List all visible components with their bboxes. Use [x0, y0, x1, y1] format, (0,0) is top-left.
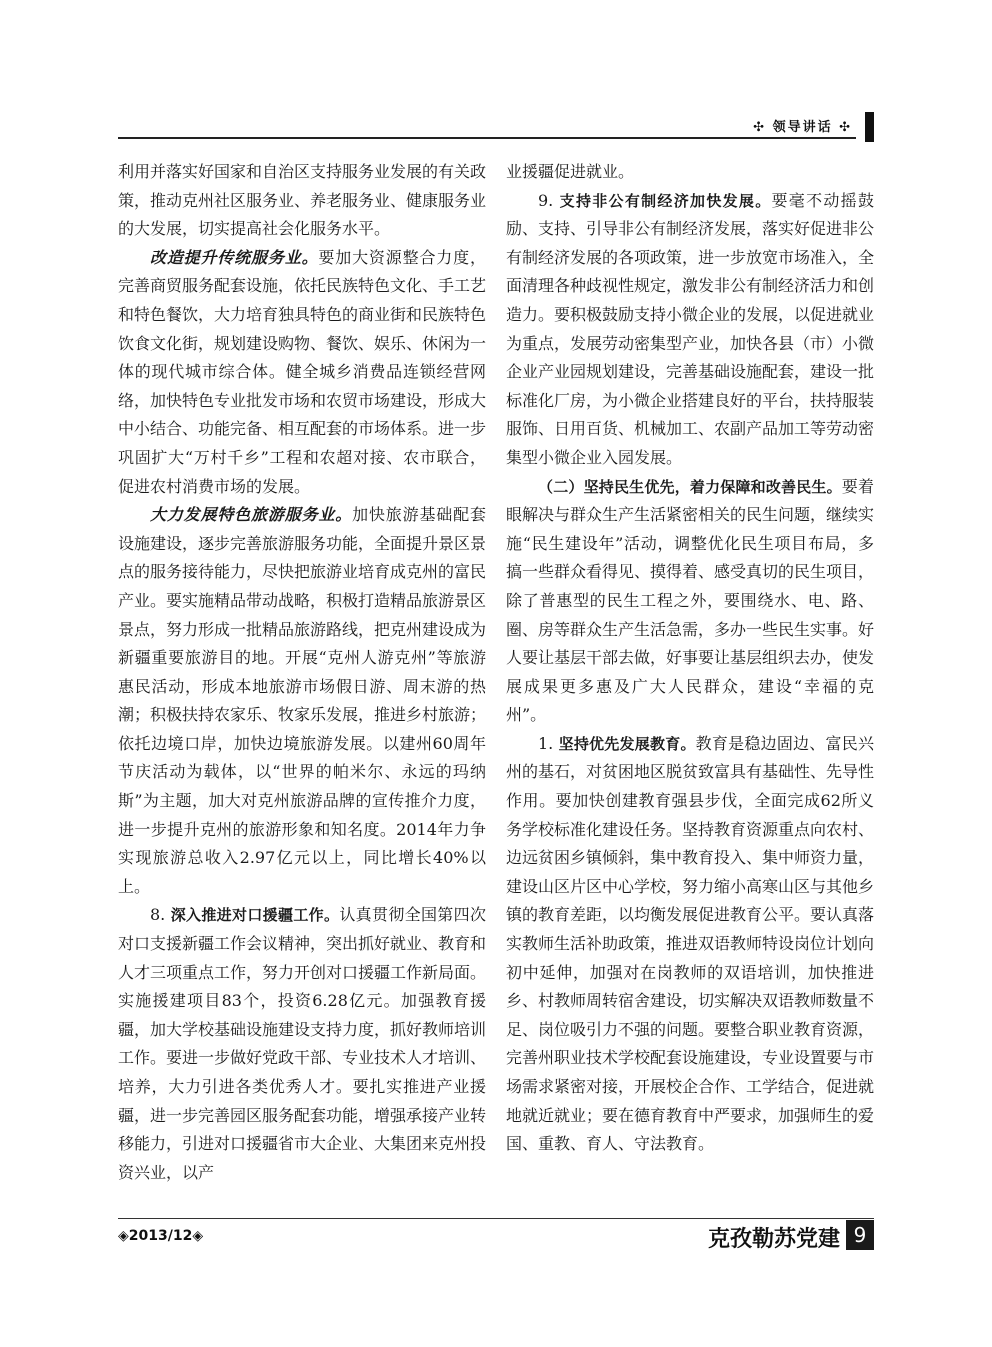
item-heading: （二）坚持民生优先，着力保障和改善民生。: [538, 477, 842, 496]
item-heading: 坚持优先发展教育。: [558, 734, 696, 753]
left-column: [118, 158, 486, 1206]
item-heading: 支持非公有制经济加快发展。: [559, 191, 772, 210]
paragraph: [118, 501, 486, 901]
page-footer: [118, 1218, 874, 1258]
item-number: 9.: [538, 190, 560, 210]
paragraph-lead: 改造提升传统服务业。: [150, 247, 319, 267]
item-heading: 深入推进对口援疆工作。: [170, 906, 340, 925]
paragraph: [118, 244, 486, 501]
section-label: ✣ 领导讲话 ✣: [745, 116, 856, 135]
header-bar-mark: [865, 112, 874, 142]
header-rule: [118, 137, 856, 139]
page-header: [118, 112, 874, 140]
paragraph: [118, 901, 486, 1187]
paragraph-text: 要加大资源整合力度，完善商贸服务配套设施，依托民族特色文化、手工艺和特色餐饮，大力培育独具特色的商业街和民族特色饮食文化街，规划建设购物、餐饮、娱乐、休闲为一体的现代城市综合体。健全城乡消费品连锁经营网络，加快特色专业批发市场和农贸市场建设，形成大中小结合、功能完备、相互配套的市场体系。进一步巩固扩大“万村千乡”工程和农超对接、农市联合，促进农村消费市场的发展。: [118, 247, 486, 496]
paragraph: [506, 473, 874, 730]
paragraph: 利用并落实好国家和自治区支持服务业发展的有关政策，推动克州社区服务业、养老服务业、健康服务业的大发展，切实提高社会化服务水平。: [118, 162, 486, 239]
paragraph-lead: 大力发展特色旅游服务业。: [150, 505, 353, 525]
page-number: 9: [846, 1220, 874, 1250]
paragraph: [506, 187, 874, 473]
footer-rule: [118, 1218, 874, 1219]
paragraph-text: 认真贯彻全国第四次对口支援新疆工作会议精神，突出抓好就业、教育和人才三项重点工作，努力开创对口援疆工作新局面。实施援建项目83个，投资6.28亿元。加强教育援疆，加大学校基础设施建设支持力度，抓好教师培训工作。要进一步做好党政干部、专业技术人才培训、培养，大力引进各类优秀人才。要扎实推进产业援疆，进一步完善园区服务配套功能，增强承接产业转移能力，引进对口援疆省市大企业、大集团来克州投资兴业，以产: [118, 905, 486, 1182]
paragraph: [506, 730, 874, 1159]
magazine-title: 克孜勒苏党建: [707, 1227, 840, 1252]
right-column: [506, 158, 874, 1206]
paragraph-text: 要着眼解决与群众生产生活紧密相关的民生问题，继续实施“民生建设年”活动，调整优化民生项目布局，多搞一些群众看得见、摸得着、感受真切的民生项目，除了普惠型的民生工程之外，要围绕水、电、路、圈、房等群众生产生活急需，多办一些民生实事。好人要让基层干部去做，好事要让基层组织去办，使发展成果更多惠及广大人民群众，建设“幸福的克州”。: [506, 476, 874, 725]
paragraph: 业援疆促进就业。: [506, 162, 635, 181]
paragraph-text: 加快旅游基础配套设施建设，逐步完善旅游服务功能，全面提升景区景点的服务接待能力，尽快把旅游业培育成克州的富民产业。要实施精品带动战略，积极打造精品旅游景区景点，努力形成一批精品旅游路线，把克州建设成为新疆重要旅游目的地。开展“克州人游克州”等旅游惠民活动，形成本地旅游市场假日游、周末游的热潮；积极扶持农家乐、牧家乐发展，推进乡村旅游；依托边境口岸，加快边境旅游发展。以建州60周年节庆活动为载体，以“世界的帕米尔、永远的玛纳斯”为主题，加大对克州旅游品牌的宣传推介力度，进一步提升克州的旅游形象和知名度。2014年力争实现旅游总收入2.97亿元以上，同比增长40%以上。: [118, 505, 486, 896]
item-number: 1.: [538, 733, 559, 753]
item-number: 8.: [150, 905, 171, 925]
paragraph-text: 教育是稳边固边、富民兴州的基石，对贫困地区脱贫致富具有基础性、先导性作用。要加快创建教育强县步伐，全面完成62所义务学校标准化建设任务。坚持教育资源重点向农村、边远贫困乡镇倾斜，集中教育投入、集中师资力量，建设山区片区中心学校，努力缩小高寒山区与其他乡镇的教育差距，以均衡发展促进教育公平。要认真落实教师生活补助政策，推进双语教师特设岗位计划向初中延伸，加强对在岗教师的双语培训，加快推进乡、村教师周转宿舍建设，切实解决双语教师数量不足、岗位吸引力不强的问题。要整合职业教育资源，完善州职业技术学校配套设施建设，专业设置要与市场需求紧密对接，开展校企合作、工学结合，促进就地就近就业；要在德育教育中严要求，加强师生的爱国、重教、育人、守法教育。: [506, 733, 874, 1154]
issue-date: ◈2013/12◈: [118, 1228, 204, 1244]
paragraph-text: 要毫不动摇鼓励、支持、引导非公有制经济发展，落实好促进非公有制经济发展的各项政策，进一步放宽市场准入，全面清理各种歧视性规定，激发非公有制经济活力和创造力。要积极鼓励支持小微企业的发展，以促进就业为重点，发展劳动密集型产业，加快各县（市）小微企业产业园规划建设，完善基础设施配套，建设一批标准化厂房，为小微企业搭建良好的平台，扶持服装服饰、日用百货、机械加工、农副产品加工等劳动密集型小微企业入园发展。: [506, 190, 874, 467]
